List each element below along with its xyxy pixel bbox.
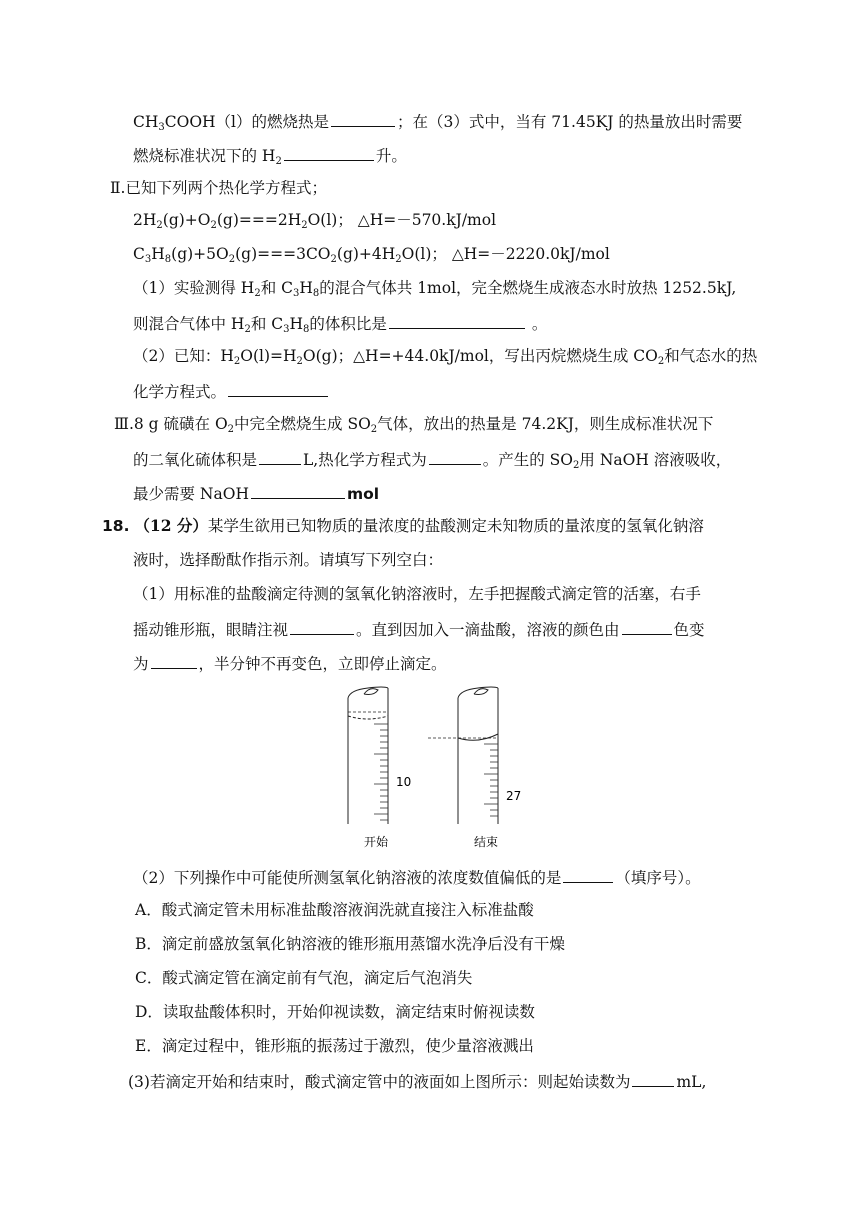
option-b: B．滴定前盛放氢氧化钠溶液的锥形瓶用蒸馏水洗净后没有干燥 [135,935,565,953]
text-segment: (g)+O [162,211,211,229]
text-segment: 升。 [375,147,407,165]
subscript: 2 [330,254,337,265]
text-segment: 摇动锥形瓶，眼睛注视 [133,621,289,639]
text-line [133,110,742,132]
answer-blank[interactable] [151,652,197,669]
text-segment: （2）已知：H [133,347,234,365]
question-text [133,866,701,888]
subscript: 2 [657,356,665,367]
question-number: 18. [102,517,130,535]
text-segment: C [133,245,145,263]
equation-1 [133,210,496,230]
text-segment: （1）实验测得 H [133,279,255,297]
option-c: C．酸式滴定管在滴定前有气泡，滴定后气泡消失 [135,969,473,987]
end-reading-label: 27 [506,789,522,803]
question-text [133,380,330,402]
text-line [133,144,407,166]
text-segment: 和气态水的热 [664,347,758,365]
text-segment: 和 C [250,315,284,333]
option-e: E．滴定过程中，锥形瓶的振荡过于激烈，使少量溶液溅出 [135,1037,534,1055]
subscript: 3 [283,324,290,335]
option-a: A．酸式滴定管未用标准盐酸溶液润洗就直接注入标准盐酸 [135,901,534,919]
text-segment: 化学方程式。 [133,383,227,401]
text-segment: 用 NaOH 溶液吸收， [579,451,732,469]
subscript: 2 [395,254,402,265]
text-segment: O(l)=H [240,347,297,365]
subscript: 2 [233,356,241,367]
subscript: 2 [228,254,236,265]
answer-blank[interactable] [251,482,345,499]
question-text [133,312,547,334]
text-segment: 。 [531,315,548,333]
text-segment: 中完全燃烧生成 SO [234,415,371,433]
text-segment: 某学生欲用已知物质的量浓度的盐酸测定未知物质的量浓度的氢氧化钠溶 [207,517,704,535]
text-segment: 的二氧化硫体积是 [133,451,258,469]
answer-blank[interactable] [228,380,328,397]
text-segment: 燃烧标准状况下的 H [133,147,276,165]
answer-blank[interactable] [563,866,613,883]
text-segment: (3)若滴定开始和结束时，酸式滴定管中的液面如上图所示：则起始读数为 [128,1073,631,1091]
text-segment: 。产生的 SO [482,451,574,469]
answer-blank[interactable] [389,312,525,329]
answer-blank[interactable] [429,448,481,465]
text-segment: ；在（3）式中，当有 71.45KJ 的热量放出时需要 [397,113,743,131]
question-text [133,278,736,298]
subscript: 3 [144,254,152,265]
subscript: 2 [210,220,217,231]
text-segment: 。直到因加入一滴盐酸，溶液的颜色由 [356,621,620,639]
text-segment: 则混合气体中 H [133,315,245,333]
unit-label: mol [346,485,380,503]
text-segment: (g)===3CO [235,245,331,263]
answer-blank[interactable] [331,110,395,127]
burette-end [428,687,498,824]
text-segment: H [151,245,165,263]
question-text [133,448,731,470]
text-segment: CH [133,113,159,131]
option-d: D．读取盐酸体积时，开始仰视读数，滴定结束时俯视读数 [135,1003,535,1021]
score-label: （12 分） [134,516,208,535]
text-segment: (g)===2H [216,211,302,229]
subscript: 2 [275,156,282,167]
question-text [114,414,713,434]
text-segment: H [299,279,313,297]
subscript: 2 [301,220,308,231]
question-text [128,1070,706,1092]
subscript: 2 [254,288,261,299]
start-reading-label: 10 [396,775,412,789]
text-segment: Ⅲ.8 g 硫磺在 O [114,415,228,433]
end-caption: 结束 [474,835,499,849]
text-segment: （2）下列操作中可能使所测氢氧化钠溶液的浓度数值偏低的是 [133,869,562,887]
text-segment: 的体积比是 [309,315,387,333]
text-segment: ，半分钟不再变色，立即停止滴定。 [198,655,447,673]
text-segment: 为 [133,655,149,673]
equation-2 [133,244,610,264]
subscript: 2 [244,324,251,335]
subscript: 8 [164,254,172,265]
text-segment: mL, [676,1073,707,1091]
section-heading: Ⅱ.已知下列两个热化学方程式； [110,179,327,197]
answer-blank[interactable] [284,144,374,161]
text-segment: L,热化学方程式为 [303,451,427,469]
question-text: （1）用标准的盐酸滴定待测的氢氧化钠溶液时，左手把握酸式滴定管的活塞，右手 [133,585,701,603]
question-text: 液时，选择酚酞作指示剂。请填写下列空白： [133,551,444,569]
text-segment: O(l)； △H=－2220.0kJ/mol [401,245,610,263]
text-segment: 2H [133,211,157,229]
text-segment: 气体，放出的热量是 74.2KJ，则生成标准状况下 [377,415,714,433]
question-text [133,346,757,366]
answer-blank[interactable] [290,618,354,635]
subscript: 8 [303,324,310,335]
subscript: 2 [156,220,163,231]
text-segment: 最少需要 NaOH [133,485,249,503]
question-18-header [102,516,704,536]
text-segment: O(l)； △H=－570.kJ/mol [307,211,497,229]
subscript: 3 [292,288,300,299]
subscript: 2 [227,424,235,435]
text-segment: （填序号）。 [615,869,701,887]
text-segment: H [289,315,304,333]
question-text [133,652,447,674]
text-segment: 色变 [673,621,705,639]
text-segment: (g)+5O [171,245,229,263]
text-segment: (g)+4H [336,245,396,263]
answer-blank[interactable] [632,1070,674,1087]
answer-blank[interactable] [622,618,672,635]
question-text [133,482,379,504]
start-caption: 开始 [364,835,389,849]
burette-start [348,687,388,824]
subscript: 3 [158,122,165,133]
subscript: 8 [312,288,320,299]
text-segment: COOH（l）的燃烧热是 [164,113,330,131]
subscript: 2 [296,356,303,367]
question-text [133,618,705,640]
subscript: 2 [370,424,378,435]
answer-blank[interactable] [259,448,301,465]
burette-figure [340,684,540,854]
text-segment: 和 C [260,279,293,297]
text-segment: 的混合气体共 1mol，完全燃烧生成液态水时放热 1252.5kJ, [319,279,737,297]
subscript: 2 [573,460,580,471]
text-segment: O(g)；△H=+44.0kJ/mol，写出丙烷燃烧生成 CO [302,347,658,365]
